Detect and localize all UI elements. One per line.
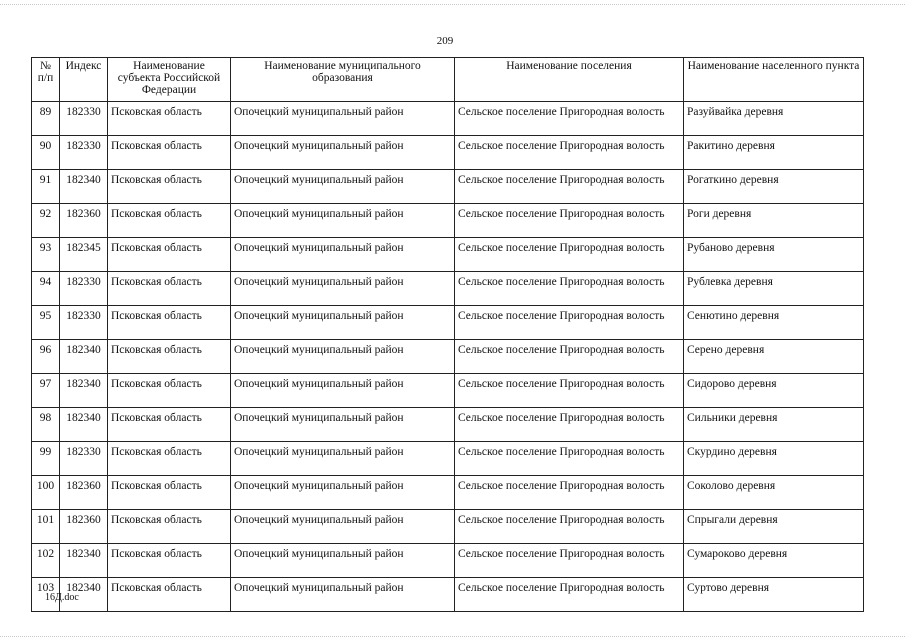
cell-locality: Суртово деревня (684, 578, 864, 612)
cell-num: 99 (32, 442, 60, 476)
scan-edge-bottom (0, 636, 905, 638)
cell-subject: Псковская область (108, 544, 231, 578)
cell-index: 182330 (60, 442, 108, 476)
cell-settlement: Сельское поселение Пригородная волость (455, 170, 684, 204)
cell-subject: Псковская область (108, 136, 231, 170)
table-row (32, 578, 864, 612)
table-row (32, 204, 864, 238)
cell-locality: Сенютино деревня (684, 306, 864, 340)
cell-settlement: Сельское поселение Пригородная волость (455, 238, 684, 272)
cell-subject: Псковская область (108, 340, 231, 374)
cell-municipal: Опочецкий муниципальный район (231, 510, 455, 544)
page-number: 209 (436, 35, 454, 47)
cell-subject: Псковская область (108, 510, 231, 544)
cell-subject: Псковская область (108, 374, 231, 408)
cell-municipal: Опочецкий муниципальный район (231, 272, 455, 306)
cell-num: 89 (32, 102, 60, 136)
table-row (32, 238, 864, 272)
cell-municipal: Опочецкий муниципальный район (231, 306, 455, 340)
cell-locality: Рублевка деревня (684, 272, 864, 306)
cell-num: 93 (32, 238, 60, 272)
cell-num: 98 (32, 408, 60, 442)
header-settlement: Наименование поселения (455, 58, 684, 102)
table-row (32, 102, 864, 136)
cell-municipal: Опочецкий муниципальный район (231, 374, 455, 408)
header-num: № п/п (32, 58, 60, 102)
scan-edge-top (0, 4, 905, 6)
header-locality: Наименование населенного пункта (684, 58, 864, 102)
cell-municipal: Опочецкий муниципальный район (231, 102, 455, 136)
cell-settlement: Сельское поселение Пригородная волость (455, 510, 684, 544)
cell-index: 182360 (60, 476, 108, 510)
cell-municipal: Опочецкий муниципальный район (231, 170, 455, 204)
header-subject: Наименование субъекта Российской Федерации (108, 58, 231, 102)
table-row (32, 306, 864, 340)
cell-subject: Псковская область (108, 476, 231, 510)
cell-municipal: Опочецкий муниципальный район (231, 442, 455, 476)
header-municipal: Наименование муниципального образования (231, 58, 455, 102)
cell-index: 182360 (60, 510, 108, 544)
cell-municipal: Опочецкий муниципальный район (231, 204, 455, 238)
cell-num: 95 (32, 306, 60, 340)
cell-subject: Псковская область (108, 170, 231, 204)
cell-index: 182330 (60, 272, 108, 306)
cell-index: 182340 (60, 374, 108, 408)
cell-locality: Сумароково деревня (684, 544, 864, 578)
table-row (32, 136, 864, 170)
settlements-table (31, 57, 864, 612)
table-row (32, 544, 864, 578)
cell-settlement: Сельское поселение Пригородная волость (455, 102, 684, 136)
table-row (32, 272, 864, 306)
cell-num: 94 (32, 272, 60, 306)
cell-locality: Ракитино деревня (684, 136, 864, 170)
cell-municipal: Опочецкий муниципальный район (231, 578, 455, 612)
cell-municipal: Опочецкий муниципальный район (231, 544, 455, 578)
cell-subject: Псковская область (108, 408, 231, 442)
table-header-row (32, 58, 864, 102)
cell-settlement: Сельское поселение Пригородная волость (455, 544, 684, 578)
cell-locality: Разуйвайка деревня (684, 102, 864, 136)
cell-index: 182340 (60, 340, 108, 374)
cell-locality: Соколово деревня (684, 476, 864, 510)
cell-subject: Псковская область (108, 102, 231, 136)
cell-subject: Псковская область (108, 272, 231, 306)
cell-subject: Псковская область (108, 306, 231, 340)
cell-settlement: Сельское поселение Пригородная волость (455, 340, 684, 374)
cell-settlement: Сельское поселение Пригородная волость (455, 374, 684, 408)
cell-index: 182360 (60, 204, 108, 238)
cell-index: 182340 (60, 170, 108, 204)
cell-municipal: Опочецкий муниципальный район (231, 340, 455, 374)
cell-index: 182330 (60, 136, 108, 170)
cell-locality: Роги деревня (684, 204, 864, 238)
cell-num: 100 (32, 476, 60, 510)
cell-num: 101 (32, 510, 60, 544)
cell-subject: Псковская область (108, 204, 231, 238)
cell-municipal: Опочецкий муниципальный район (231, 238, 455, 272)
table-row (32, 442, 864, 476)
cell-index: 182340 (60, 544, 108, 578)
cell-locality: Скурдино деревня (684, 442, 864, 476)
cell-settlement: Сельское поселение Пригородная волость (455, 476, 684, 510)
cell-num: 103 (32, 578, 60, 612)
cell-index: 182330 (60, 306, 108, 340)
cell-num: 97 (32, 374, 60, 408)
cell-settlement: Сельское поселение Пригородная волость (455, 136, 684, 170)
cell-subject: Псковская область (108, 238, 231, 272)
cell-num: 102 (32, 544, 60, 578)
table-row (32, 510, 864, 544)
cell-locality: Рогаткино деревня (684, 170, 864, 204)
cell-num: 92 (32, 204, 60, 238)
table-row (32, 476, 864, 510)
cell-settlement: Сельское поселение Пригородная волость (455, 578, 684, 612)
cell-settlement: Сельское поселение Пригородная волость (455, 442, 684, 476)
footer-filename: 16Д.doc (45, 592, 79, 603)
cell-settlement: Сельское поселение Пригородная волость (455, 306, 684, 340)
cell-municipal: Опочецкий муниципальный район (231, 136, 455, 170)
cell-index: 182345 (60, 238, 108, 272)
cell-index: 182340 (60, 578, 108, 612)
cell-settlement: Сельское поселение Пригородная волость (455, 204, 684, 238)
cell-subject: Псковская область (108, 442, 231, 476)
cell-municipal: Опочецкий муниципальный район (231, 476, 455, 510)
cell-num: 91 (32, 170, 60, 204)
cell-locality: Спрыгали деревня (684, 510, 864, 544)
table-row (32, 170, 864, 204)
cell-subject: Псковская область (108, 578, 231, 612)
cell-num: 90 (32, 136, 60, 170)
table-row (32, 374, 864, 408)
cell-settlement: Сельское поселение Пригородная волость (455, 272, 684, 306)
cell-locality: Сидорово деревня (684, 374, 864, 408)
cell-num: 96 (32, 340, 60, 374)
cell-municipal: Опочецкий муниципальный район (231, 408, 455, 442)
cell-locality: Рубаново деревня (684, 238, 864, 272)
cell-settlement: Сельское поселение Пригородная волость (455, 408, 684, 442)
table-row (32, 408, 864, 442)
cell-locality: Сильники деревня (684, 408, 864, 442)
cell-index: 182340 (60, 408, 108, 442)
table-row (32, 340, 864, 374)
cell-locality: Серено деревня (684, 340, 864, 374)
header-index: Индекс (60, 58, 108, 102)
cell-index: 182330 (60, 102, 108, 136)
